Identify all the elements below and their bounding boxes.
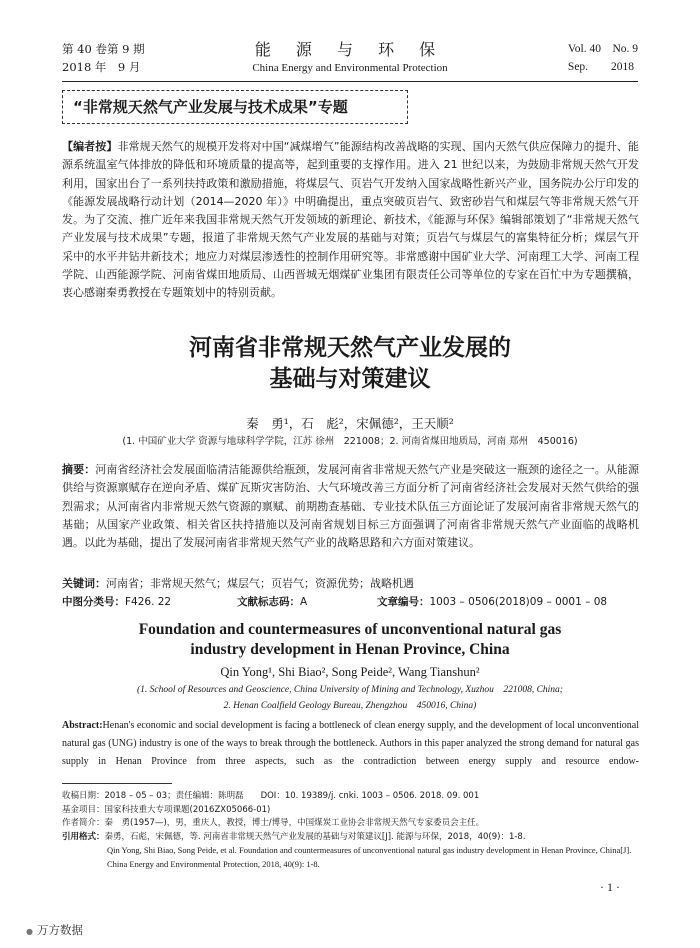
affiliations-en <box>62 682 638 714</box>
doc-code-value: A <box>300 596 308 608</box>
received-date: 收稿日期：2018 – 05 – 03；责任编辑：陈明磊 DOI：10. 19389/j. cnki. 1003 – 0506. 2018. 09. 001 <box>62 791 480 801</box>
article-number-label: 文章编号： <box>377 596 430 608</box>
clc-label: 中图分类号： <box>62 596 125 608</box>
article-title-line-2: 基础与对策建议 <box>269 366 431 392</box>
journal-name-cn: 能 源 与 环 保 <box>254 40 446 59</box>
abstract-en-label: Abstract: <box>62 720 103 731</box>
affiliation-en-line-1: (1. School of Resources and Geoscience, China University of Mining and Technology, Xuzhou 221008, China; <box>137 685 563 695</box>
citation-label: 引用格式： <box>62 831 105 842</box>
page-number: · 1 · <box>600 880 620 894</box>
volume-issue-en: Vol. 40 No. 9 <box>567 43 638 55</box>
running-header <box>62 40 638 80</box>
article-title-en-line-2: industry development in Henan Province, China <box>190 641 510 658</box>
keywords-cn-label: 关键词： <box>62 577 106 590</box>
article-number-value: 1003 – 0506(2018)09 – 0001 – 08 <box>429 596 608 608</box>
issue-info-en <box>568 40 638 76</box>
editor-note <box>62 138 639 303</box>
affiliations-cn: (1. 中国矿业大学 资源与地球科学学院，江苏 徐州 221008；2. 河南省煤田地质局，河南 郑州 450016) <box>122 436 578 447</box>
author-bio: 作者简介：秦 勇(1957—)，男，重庆人，教授，博士/博导，中国煤炭工业协会非常规天然气专家委员会主任。 <box>62 818 485 829</box>
article-title-cn <box>62 333 638 395</box>
watermark <box>26 922 83 938</box>
footnote-rule <box>62 783 172 784</box>
article-title-en <box>62 620 638 660</box>
date-en: Sep. 2018 <box>567 61 635 73</box>
editor-note-text: 非常规天然气的规模开发将对中国“减煤增气”能源结构改善战略的实现、国内天然气供应保障力的提升、能源系统温室气体排放的降低和环境质量的提高等，起到重要的支撑作用。进入 21 世纪以来，为鼓励非常规天然气开发利用，国家出台了一系列扶持政策和激励措施，将煤层气、页岩气开发纳入国家战略性新兴产业，国务院办公厅印发的《能源发展战略行动计划（2014—2020 年）》中明确提出，重点突破页岩气、致密砂岩气和煤层气等非常规天然气开发。为了交流、推广近年来我国非常规天然气开发领域的新理论、新技术，《能源与环保》编辑部策划了“非常规天然气产业发展与技术成果”专题，报道了非常规天然气产业发展的基础与对策；页岩气与煤层气的富集特征分析；煤层气开采中的水平井钻井新技术；地应力对煤层渗透性的控制作用研究等。非常感谢中国矿业大学、河南理工大学、河南工程学院、山西能源学院、河南省煤田地质局、山西晋城无烟煤矿业集团有限责任公司等单位的专家在百忙中为专题撰稿，衷心感谢秦勇教授在专题策划中的特别贡献。 <box>62 140 639 300</box>
affiliation-en-line-2: 2. Henan Coalfield Geology Bureau, Zhengzhou 450016, China) <box>223 701 477 711</box>
article-title-en-line-1: Foundation and countermeasures of unconventional natural gas <box>138 621 562 638</box>
watermark-dot-icon: ● <box>26 927 33 936</box>
header-rule <box>62 81 638 82</box>
keywords-cn-text: 河南省；非常规天然气；煤层气；页岩气；资源优势；战略机遇 <box>106 577 414 590</box>
citation-cn-row <box>62 831 639 845</box>
watermark-text: 万方数据 <box>36 923 83 937</box>
volume-issue-cn: 第 40 卷第 9 期 <box>62 42 145 56</box>
abstract-cn-label: 摘要： <box>62 463 96 476</box>
citation-cn: 秦勇，石彪，宋佩德，等. 河南省非常规天然气产业发展的基础与对策建议[J]. 能源与环保，2018，40(9)：1-8. <box>104 831 526 842</box>
authors-en: Qin Yong¹, Shi Biao², Song Peide², Wang Tianshun² <box>220 665 480 679</box>
citation-en: Qin Yong, Shi Biao, Song Peide, et al. Foundation and countermeasures of unconventional natural gas industry development in Henan Province, China[J]. China Energy and Environmental Protection, 2018, 40(9): 1-8. <box>107 845 632 869</box>
abstract-en-text: Henan's economic and social development is facing a bottleneck of clean energy supply, and the development of local unconventional natural gas (UNG) industry is one of the ways to break through the bottleneck. Authors in this paper analyzed the strong demand for natural gas supply in Henan Province from three aspects, such as the contradiction between energy supply and resource endow- <box>62 720 639 768</box>
editor-note-label: 【编者按】 <box>62 140 118 153</box>
date-cn: 2018 年 9 月 <box>62 60 141 74</box>
article-title-line-1: 河南省非常规天然气产业发展的 <box>189 335 511 361</box>
clc-value: F426. 22 <box>125 596 172 608</box>
classification-line <box>62 594 639 610</box>
authors-cn: 秦 勇¹，石 彪²，宋佩德²，王天顺² <box>246 416 454 431</box>
fund-project: 基金项目：国家科技重大专项课题(2016ZX05066-01) <box>62 804 271 815</box>
keywords-cn <box>62 575 639 593</box>
special-topic-title: “非常规天然气产业发展与技术成果”专题 <box>73 98 348 116</box>
journal-name <box>62 40 638 76</box>
special-topic-box <box>62 90 408 124</box>
doc-code-label: 文献标志码： <box>237 596 300 608</box>
footnotes <box>62 790 639 872</box>
abstract-cn <box>62 461 639 552</box>
journal-name-en: China Energy and Environmental Protection <box>252 62 448 74</box>
abstract-en <box>62 717 639 772</box>
abstract-cn-text: 河南省经济社会发展面临清洁能源供给瓶颈，发展河南省非常规天然气产业是突破这一瓶颈的途径之一。从能源供给与资源禀赋存在逆向矛盾、煤矿瓦斯灾害防治、大气环境改善三方面分析了河南省经济社会发展对天然气供给的强烈需求；从河南省内非常规天然气资源的禀赋、前期勘查基础、专业技术队伍三方面论证了发展河南省非常规天然气的基础；从国家产业政策、相关省区扶持措施以及河南省规划目标三方面强调了河南省非常规天然气产业面临的战略机遇。以此为基础，提出了发展河南省非常规天然气产业的战略思路和六方面对策建议。 <box>62 463 639 550</box>
